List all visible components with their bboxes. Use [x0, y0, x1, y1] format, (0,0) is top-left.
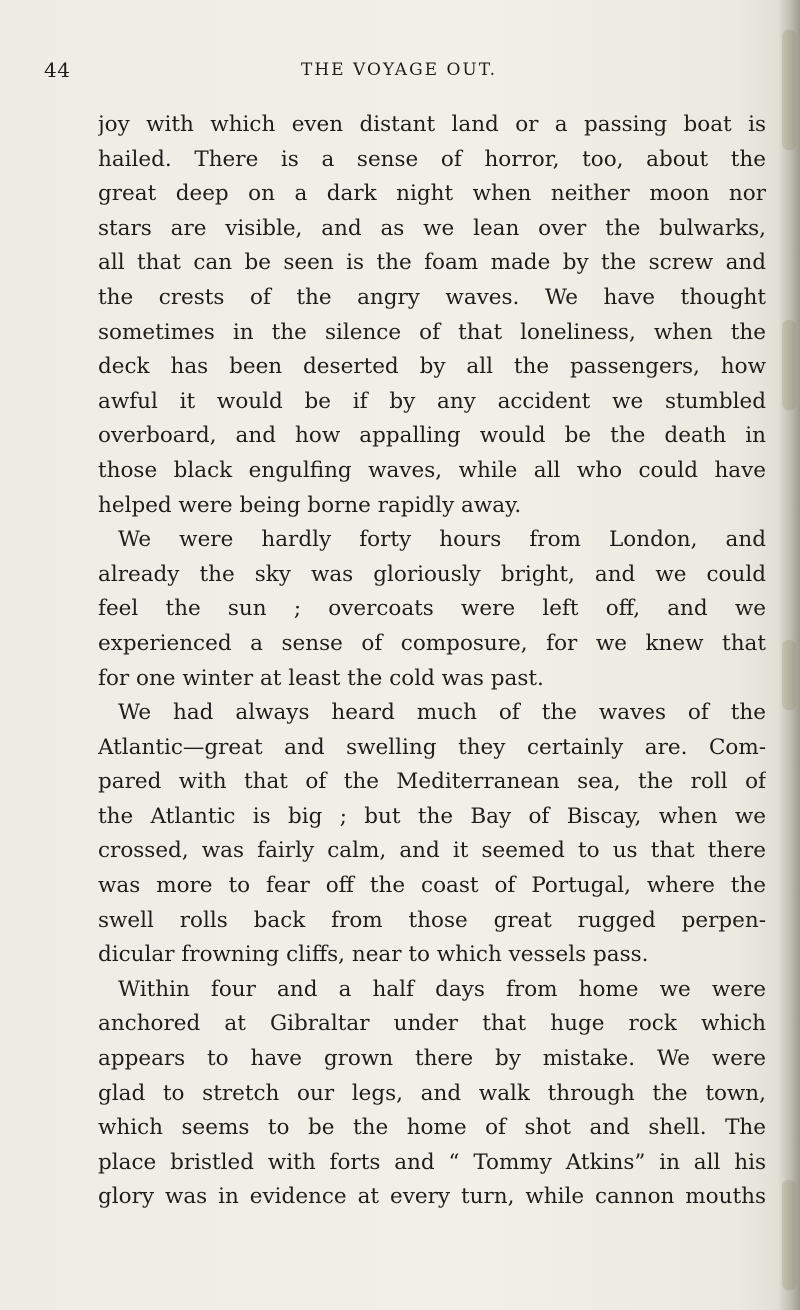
text-line: those black engulfing waves, while all who could have [98, 457, 766, 483]
paragraph-start-line: We had always heard much of the waves of the [118, 700, 766, 726]
paragraph-end-line: for one winter at least the cold was past. [98, 665, 544, 691]
text-line: awful it would be if by any accident we stumbled [98, 388, 766, 414]
text-line: glad to stretch our legs, and walk through the town, [98, 1080, 766, 1106]
page-edge-stain [782, 320, 796, 410]
text-line: already the sky was gloriously bright, and we could [98, 561, 766, 587]
text-line: place bristled with forts and “ Tommy Atkins” in all his [98, 1149, 766, 1175]
text-line: swell rolls back from those great rugged perpen- [98, 907, 766, 933]
page-edge-stain [782, 30, 796, 150]
paragraph-end-line: helped were being borne rapidly away. [98, 492, 522, 518]
running-title: THE VOYAGE OUT. [301, 60, 497, 80]
text-line: joy with which even distant land or a passing boat is [98, 112, 766, 137]
text-line: was more to fear off the coast of Portugal, where the [98, 873, 766, 899]
text-line: great deep on a dark night when neither moon nor [98, 181, 766, 207]
text-line: sometimes in the silence of that loneliness, when the [98, 319, 766, 345]
text-line: all that can be seen is the foam made by the screw and [98, 250, 766, 276]
text-line: feel the sun ; overcoats were left off, and we [98, 596, 766, 622]
text-line: deck has been deserted by all the passengers, how [98, 354, 766, 380]
page-number: 44 [44, 58, 71, 82]
text-line: experienced a sense of composure, for we knew that [98, 630, 766, 656]
body-text [98, 108, 766, 1215]
paragraph-end-line: dicular frowning cliffs, near to which vessels pass. [98, 942, 649, 968]
text-line: stars are visible, and as we lean over the bulwarks, [98, 215, 766, 241]
page-edge-stain [782, 1180, 796, 1290]
page-edge-stain [782, 640, 796, 710]
text-line: appears to have grown there by mistake. We were [98, 1046, 766, 1072]
paragraph-start-line: We were hardly forty hours from London, and [118, 527, 766, 553]
text-line: which seems to be the home of shot and shell. The [98, 1115, 766, 1141]
text-line: the Atlantic is big ; but the Bay of Biscay, when we [98, 803, 766, 829]
text-line: crossed, was fairly calm, and it seemed to us that there [98, 838, 766, 864]
text-line: glory was in evidence at every turn, while cannon mouths [98, 1184, 766, 1210]
text-line: anchored at Gibraltar under that huge rock which [98, 1011, 766, 1037]
text-line: Atlantic—great and swelling they certainly are. Com- [98, 734, 766, 760]
text-line: hailed. There is a sense of horror, too, about the [98, 146, 766, 172]
text-line: overboard, and how appalling would be the death in [98, 423, 766, 449]
text-line: pared with that of the Mediterranean sea, the roll of [98, 769, 766, 795]
running-head [44, 58, 744, 88]
paragraph-start-line: Within four and a half days from home we were [118, 976, 766, 1002]
text-line: the crests of the angry waves. We have thought [98, 284, 766, 310]
